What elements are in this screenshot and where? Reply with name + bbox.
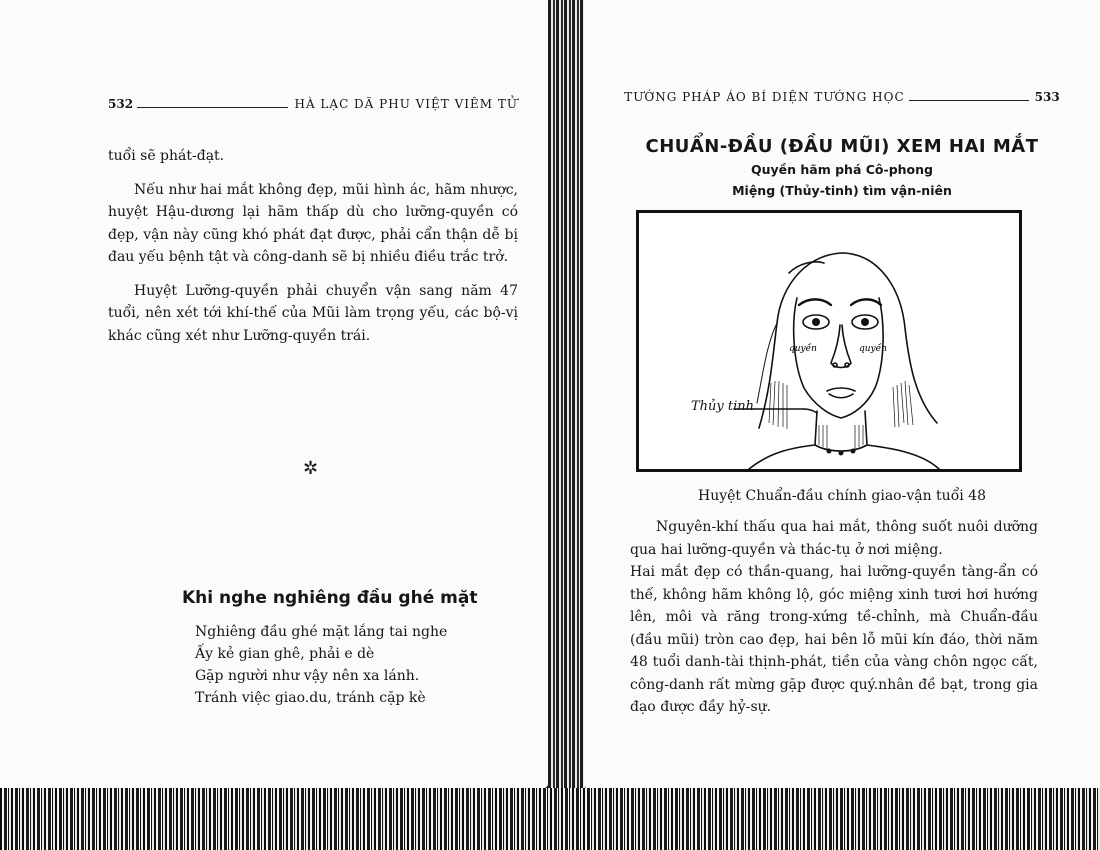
book-spine-shadow (548, 0, 588, 850)
left-cheek-label: quyền (789, 344, 817, 354)
left-page-number: 532 (108, 97, 134, 111)
left-header-title: HÀ LẠC DÃ PHU VIỆT VIÊM TỬ (294, 97, 518, 111)
left-page (0, 0, 552, 792)
figure-caption: Huyệt Chuẩn-đầu chính giao-vận tuổi 48 (697, 488, 986, 504)
left-paragraph: Huyệt Lưỡng-quyền phải chuyển vận sang năm 47 tuổi, nên xét tới khí-thế của Mũi làm trọng yếu, các bộ-vị khác cũng xét như Lưỡng-quyền trái. (108, 282, 518, 344)
header-rule (137, 107, 288, 108)
poem-title: Khi nghe nghiêng đầu ghé mặt (182, 588, 478, 608)
left-paragraph: Nếu như hai mắt không đẹp, mũi hình ác, hãm nhược, huyệt Hậu-dương lại hãm thấp dù cho lưỡng-quyền có đẹp, vận này cũng khó phát đạt được, phải cẩn thận dễ bị đau yếu bệnh tật và công-danh sẽ bị nhiều điều trắc trở. (108, 181, 518, 265)
water-star-label: Thủy tinh (691, 399, 755, 414)
chapter-title: CHUẨN-ĐẦU (ĐẦU MŨI) XEM HAI MẮT (645, 136, 1039, 157)
subtitle: Quyền hãm phá Cô-phong (751, 162, 933, 177)
poem-line: Tránh việc giao.du, tránh cặp kè (195, 690, 426, 706)
face-drawing (639, 213, 1019, 469)
face-illustration (636, 210, 1022, 472)
right-page (584, 0, 1100, 792)
right-running-header (584, 90, 1100, 104)
poem (195, 621, 447, 709)
subtitle: Miệng (Thủy-tinh) tìm vận-niên (732, 183, 952, 198)
poem-line: Ấy kẻ gian ghê, phải e dè (195, 646, 375, 662)
poem-line: Gặp người như vậy nên xa lánh. (195, 668, 420, 684)
continuation-line: tuổi sẽ phát-đạt. (108, 148, 225, 164)
poem-line: Nghiêng đầu ghé mặt lắng tai nghe (195, 624, 448, 640)
left-running-header (108, 97, 518, 111)
header-rule (909, 100, 1029, 101)
right-cheek-label: quyền (859, 344, 887, 354)
right-paragraph: Nguyên-khí thấu qua hai mắt, thông suốt nuôi dưỡng qua hai lưỡng-quyền và thác-tụ ở nơi miệng. (630, 519, 1038, 558)
scan-edge-noise (0, 788, 1100, 850)
right-paragraph: Hai mắt đẹp có thần-quang, hai lưỡng-quyền tàng-ẩn có thế, không hãm không lộ, góc miệng xinh tươi hơi hướng lên, môi và răng trong-xứng tề-chỉnh, mà Chuẩn-đầu (đầu mũi) tròn cao đẹp, hai bên lỗ mũi kín đáo, thời năm 48 tuổi danh-tài thịnh-phát, tiền của vàng chôn ngọc cất, công-danh rất mừng gặp được quý.nhân đề bạt, trong gia đạo được đầy hỷ-sự. (630, 564, 1038, 715)
right-body-text (630, 516, 1038, 719)
flower-ornament-icon: ✲ (303, 458, 319, 479)
left-body-text (108, 145, 518, 347)
right-header-title: TƯỚNG PHÁP ÁO BÍ DIỆN TƯỚNG HỌC (624, 90, 905, 104)
right-page-number: 533 (1034, 90, 1060, 104)
